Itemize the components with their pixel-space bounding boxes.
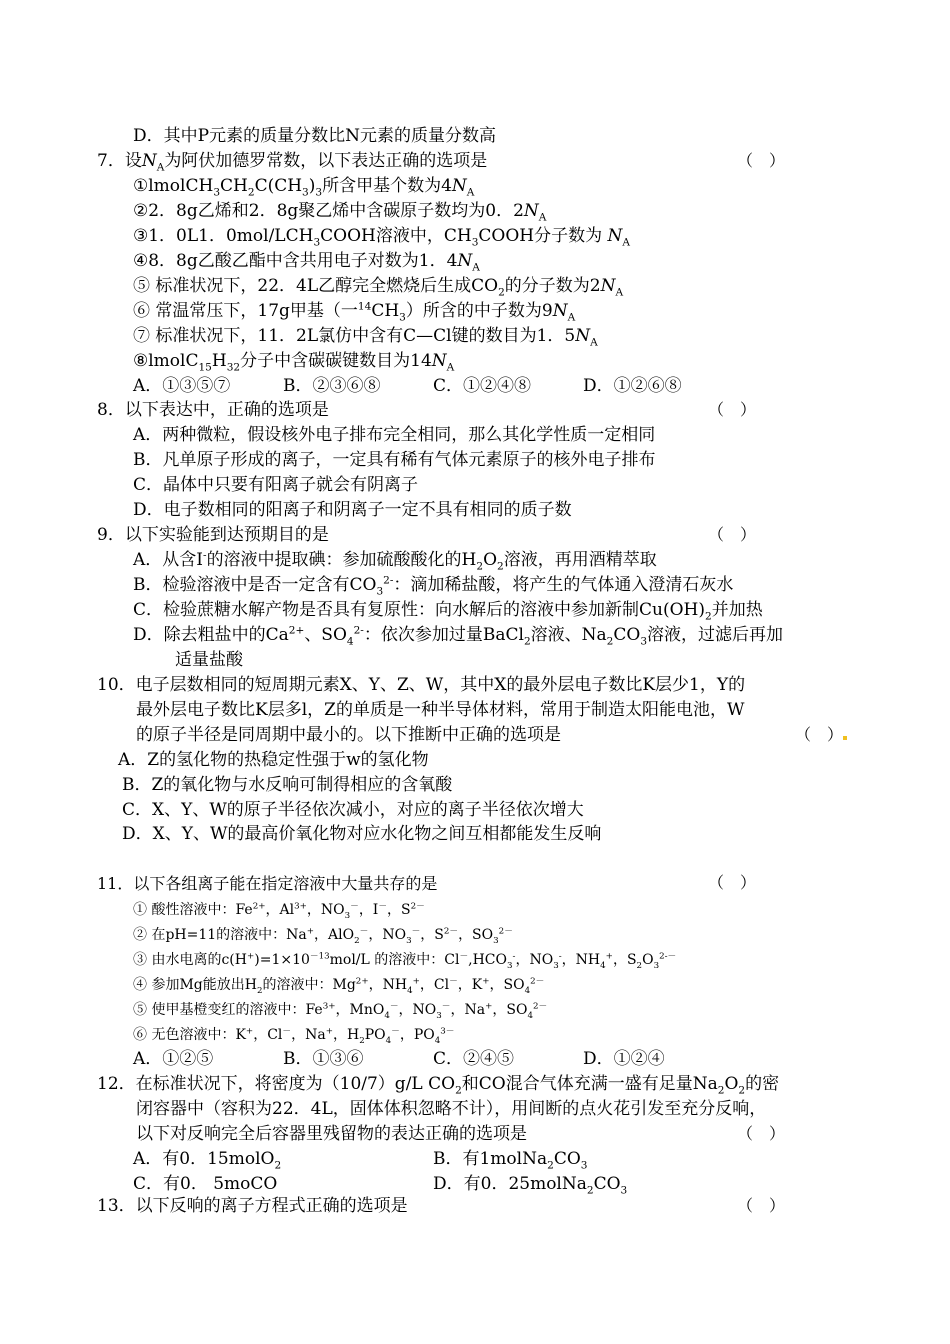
q10-stem-line-3: 的原子半径是同周期中最小的。以下推断中正确的选项是 <box>136 725 561 745</box>
q7-choice-d: D．①②⑥⑧ <box>583 376 682 396</box>
q11-condition-6: ⑥ 无色溶液中：K+，Cl－，Na+，$H_2PO_4^-$，$PO_4^{3-}$ <box>133 1026 455 1046</box>
q8-option-a: A．两种微粒，假设核外电子排布完全相同，那么其化学性质一定相同 <box>133 425 656 445</box>
q11-answer-bracket: （ ） <box>708 873 757 892</box>
q7-statement-7: ⑦ 标准状况下，11．2L氯仿中含有C—Cl键的数目为1．$5N_A$ <box>133 326 598 349</box>
q12-option-a: A．有0．15molO$_2$ <box>133 1149 282 1172</box>
q6-option-d: D．其中P元素的质量分数比N元素的质量分数高 <box>133 126 496 146</box>
q9-option-c: C．检验蔗糖水解产物是否具有复原性：向水解后的溶液中参加新制$Cu(OH)_2$并加热 <box>133 600 763 623</box>
q7-stem: 7．设$N_A$为阿伏加德罗常数，以下表达正确的选项是 <box>97 151 488 174</box>
q9-option-a: A．从含I-的溶液中提取碘：参加硫酸酸化的$H_2O_2$溶液，再用酒精萃取 <box>133 549 657 573</box>
stray-mark <box>843 736 847 740</box>
q10-option-c: C．X、Y、W的原子半径依次减小，对应的离子半径依次增大 <box>122 800 584 820</box>
q12-stem-line-2: 闭容器中（容积为22．4L，固体体积忽略不计），用间断的点火花引发至充分反响， <box>136 1099 767 1119</box>
q10-option-d: D．X、Y、W的最高价氧化物对应水化物之间互相都能发生反响 <box>122 824 602 844</box>
q11-choice-a: A．①②⑤ <box>133 1049 214 1069</box>
q10-answer-bracket: （ ） <box>795 725 844 744</box>
q9-answer-bracket: （ ） <box>708 525 757 544</box>
q11-choice-c: C．②④⑤ <box>433 1049 515 1069</box>
q13-answer-bracket: （ ） <box>737 1196 786 1215</box>
q10-stem-line-2: 最外层电子数比K层多l，Z的单质是一种半导体材料，常用于制造太阳能电池，W <box>136 700 745 720</box>
q7-statement-4: ④8．8g乙酸乙酯中含共用电子对数为1．$4N_A$ <box>133 251 480 274</box>
q7-choice-a: A．①③⑤⑦ <box>133 376 231 396</box>
q7-choice-c: C．①②④⑧ <box>433 376 532 396</box>
q8-option-b: B．凡单原子形成的离子，一定具有稀有气体元素原子的核外电子排布 <box>133 450 656 470</box>
q9-option-b: B．检验溶液中是否一定含有$CO_3^{2-}$：滴加稀盐酸，将产生的气体通入澄清石灰水 <box>133 574 734 598</box>
q9-option-d: D．除去粗盐中的$Ca^{2+}$、$SO_4^{2-}$：依次参加过量BaCl$_2$溶液、$Na_2CO_3$溶液，过滤后再加 <box>133 624 784 648</box>
q9-stem: 9．以下实验能到达预期目的是 <box>97 525 329 545</box>
q7-choice-b: B．②③⑥⑧ <box>283 376 381 396</box>
q9-option-d-cont: 适量盐酸 <box>175 650 243 670</box>
q12-option-b: B．有$1molNa_2CO_3$ <box>433 1149 588 1172</box>
q11-choice-b: B．①③⑥ <box>283 1049 364 1069</box>
q7-statement-1: $①lmolCH_3CH_2C(CH_3)_3$所含甲基个数为$4N_A$ <box>133 176 475 199</box>
q8-answer-bracket: （ ） <box>708 400 757 419</box>
q10-option-b: B．Z的氧化物与水反响可制得相应的含氧酸 <box>122 775 453 795</box>
q13-stem: 13．以下反响的离子方程式正确的选项是 <box>97 1196 408 1216</box>
q12-option-d: D．有0．$25molNa_2CO_3$ <box>433 1174 628 1197</box>
q10-stem-line-1: 10．电子层数相同的短周期元素X、Y、Z、W，其中X的最外层电子数比K层少1，Y的 <box>97 675 746 695</box>
q8-stem: 8．以下表达中，正确的选项是 <box>97 400 329 420</box>
q11-condition-1: ① 酸性溶液中：$Fe^{2+}$，$Al^{3+}$，$NO_3^-$，I－，$S^{2-}$ <box>133 901 425 921</box>
q12-option-c: C．有0． 5moCO <box>133 1174 278 1194</box>
q11-stem: 11．以下各组离子能在指定溶液中大量共存的是 <box>97 874 438 893</box>
q11-condition-4: ④ 参加Mg能放出$H_2$的溶液中：$Mg^{2+}$，$NH_4^+$，Cl－，K+，$SO_4^{2-}$ <box>133 976 545 996</box>
q12-answer-bracket: （ ） <box>737 1124 786 1143</box>
q7-statement-6: ⑥ 常温常压下，17g甲基（一$^{14}CH_3$）所含的中子数为$9N_A$ <box>133 300 576 324</box>
q12-stem-line-1: 12．在标准状况下，将密度为（10/7）g/L $CO_2$和CO混合气体充满一盛有足量$Na_2O_2$的密 <box>97 1074 780 1097</box>
q8-option-c: C．晶体中只要有阳离子就会有阴离子 <box>133 475 419 495</box>
q8-option-d: D．电子数相同的阳离子和阴离子一定不具有相同的质子数 <box>133 500 572 520</box>
q10-option-a: A．Z的氢化物的热稳定性强于w的氢化物 <box>118 750 429 770</box>
q11-condition-5: ⑤ 使甲基橙变红的溶液中：$Fe^{3+}$，MnO$_4$－，$NO_3^-$，Na+，$SO_4^{2-}$ <box>133 1001 548 1021</box>
q7-answer-bracket: （ ） <box>737 151 786 170</box>
q7-statement-5: ⑤ 标准状况下，22．4L乙醇完全燃烧后生成$CO_2$的分子数为$2N_A$ <box>133 276 624 299</box>
q12-stem-line-3: 以下对反响完全后容器里残留物的表达正确的选项是 <box>136 1124 527 1144</box>
q7-statement-2: ②2．8g乙烯和2．8g聚乙烯中含碳原子数均为0．$2N_A$ <box>133 201 547 224</box>
q11-condition-3: ③ 由水电离的$c(H^+)=1\times 10^{-13}mol/L$ 的溶液中：$Cl^-,HCO_3^-$，$NO_3^-$，$NH_4^+$，$S_2O_3^{2--}$ <box>133 951 677 971</box>
q7-statement-3: ③1．0L1．$0mol/LCH_3COOH$溶液中，$CH_3COOH$分子数为 $N_A$ <box>133 226 630 249</box>
q11-condition-2: ② 在pH=11的溶液中：Na+，AlO$_2$－，$NO_3^-$，$S^{2-}$，$SO_3^{2-}$ <box>133 926 513 946</box>
q7-statement-8: $⑧lmolC_{15}H_{32}$分子中含碳碳键数目为$14N_A$ <box>133 351 455 374</box>
q11-choice-d: D．①②④ <box>583 1049 665 1069</box>
